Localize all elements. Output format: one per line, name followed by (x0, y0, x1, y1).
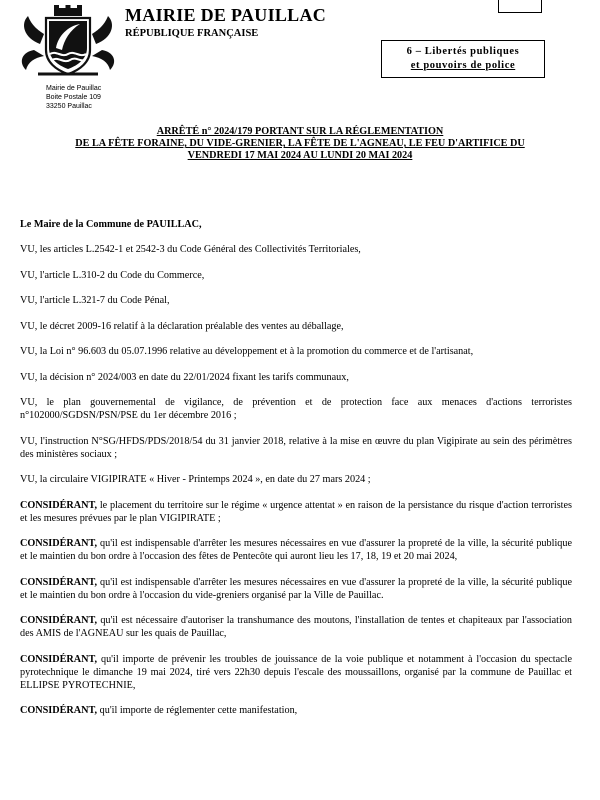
category-box (381, 40, 545, 78)
considerant-text: qu'il est nécessaire d'autoriser la transhumance des moutons, l'installation de tentes et chapiteaux par l'association des AMIS de l'AGNEAU sur les quais de Pauillac, (20, 615, 572, 639)
considerant-text: qu'il est indispensable d'arrêter les mesures nécessaires en vue d'assurer la propreté de la ville, la sécurité publique et le maintien du bon ordre à l'occasion du vide-greniers organisé par la Ville de Pauillac. (20, 576, 572, 601)
considerant-label: CONSIDÉRANT, (20, 499, 98, 511)
address-line: 33250 Pauillac (46, 103, 92, 110)
considerant-label: CONSIDÉRANT, (20, 653, 98, 665)
category-line: 6 – Libertés publiques (406, 46, 520, 57)
considerant-text: qu'il importe de prévenir les troubles de jouissance de la voie publique et notamment à l'occasion du spectacle pyrotechnique le dimanche 19 mai 2024, tiré vers 22h30 depuis l'escale des moussaillons, organisé par la commune de Pauillac et ELLIPSE PYROTECHNIE, (20, 653, 572, 691)
vu-paragraph: VU, les articles L.2542-1 et 2542-3 du Code Général des Collectivités Territoriales, (20, 244, 361, 255)
considerant-paragraph (20, 576, 572, 602)
vu-paragraph: VU, la décision n° 2024/003 en date du 22/01/2024 fixant les tarifs communaux, (20, 371, 349, 383)
vu-paragraph: VU, l'instruction N°SG/HFDS/PDS/2018/54 du 31 janvier 2018, relative à la mise en œuvre du plan Vigipirate au sein des périmètres des ministères sociaux ; (20, 435, 572, 460)
page-number-box (498, 0, 542, 13)
arrete-title-line: DE LA FÊTE FORAINE, DU VIDE-GRENIER, LA FÊTE DE L'AGNEAU, LE FEU D'ARTIFICE DU (75, 138, 525, 149)
vu-paragraph: VU, la circulaire VIGIPIRATE « Hiver - Printemps 2024 », en date du 27 mars 2024 ; (20, 474, 371, 485)
address-line: Boite Postale 109 (46, 94, 101, 101)
lead-paragraph: Le Maire de la Commune de PAUILLAC, (20, 219, 202, 230)
considerant-label: CONSIDÉRANT, (20, 705, 98, 716)
considerant-paragraph (20, 704, 572, 717)
considerant-paragraph (20, 653, 572, 692)
vu-paragraph: VU, le décret 2009-16 relatif à la déclaration préalable des ventes au déballage, (20, 320, 344, 332)
mairie-address (46, 84, 101, 111)
category-line: et pouvoirs de police (410, 60, 516, 71)
vu-paragraph: VU, le plan gouvernemental de vigilance, de prévention et de protection face aux menaces d'actions terroristes n°102000/SGDSN/PSN/PSE du 1er décembre 2016 ; (20, 397, 572, 421)
mairie-title: MAIRIE DE PAUILLAC (125, 5, 327, 25)
considerant-text: qu'il importe de réglementer cette manifestation, (97, 705, 298, 716)
considerant-text: le placement du territoire sur le régime « urgence attentat » en raison de la persistance du risque d'action terroristes et les mesures prévues par le plan VIGIPIRATE ; (20, 499, 572, 524)
considerant-label: CONSIDÉRANT, (20, 576, 98, 588)
arrete-body (20, 218, 572, 730)
address-line: Mairie de Pauillac (46, 85, 102, 92)
considerant-paragraph (20, 614, 572, 640)
republique-subtitle: RÉPUBLIQUE FRANÇAISE (125, 28, 259, 39)
considerant-label: CONSIDÉRANT, (20, 538, 98, 549)
vu-paragraph: VU, l'article L.310-2 du Code du Commerce, (20, 269, 205, 281)
considerant-text: qu'il est indispensable d'arrêter les mesures nécessaires en vue d'assurer la propreté de la ville, la sécurité publique et le maintien du bon ordre à l'occasion des fêtes de Pentecôte qui auront lieu les 17, 18, 19 et 20 mai 2024, (20, 538, 572, 562)
arrete-title (40, 126, 560, 162)
arrete-title-line: ARRÊTÉ n° 2024/179 PORTANT SUR LA RÉGLEMENTATION (156, 126, 444, 137)
arrete-title-line: VENDREDI 17 MAI 2024 AU LUNDI 20 MAI 2024 (187, 150, 413, 161)
vu-paragraph: VU, l'article L.321-7 du Code Pénal, (20, 295, 170, 306)
pauillac-coat-of-arms-logo (14, 4, 122, 80)
considerant-paragraph (20, 499, 572, 525)
considerant-paragraph (20, 537, 572, 563)
considerant-label: CONSIDÉRANT, (20, 615, 98, 626)
vu-paragraph: VU, la Loi n° 96.603 du 05.07.1996 relative au développement et à la promotion du commerce et de l'artisanat, (20, 346, 474, 357)
